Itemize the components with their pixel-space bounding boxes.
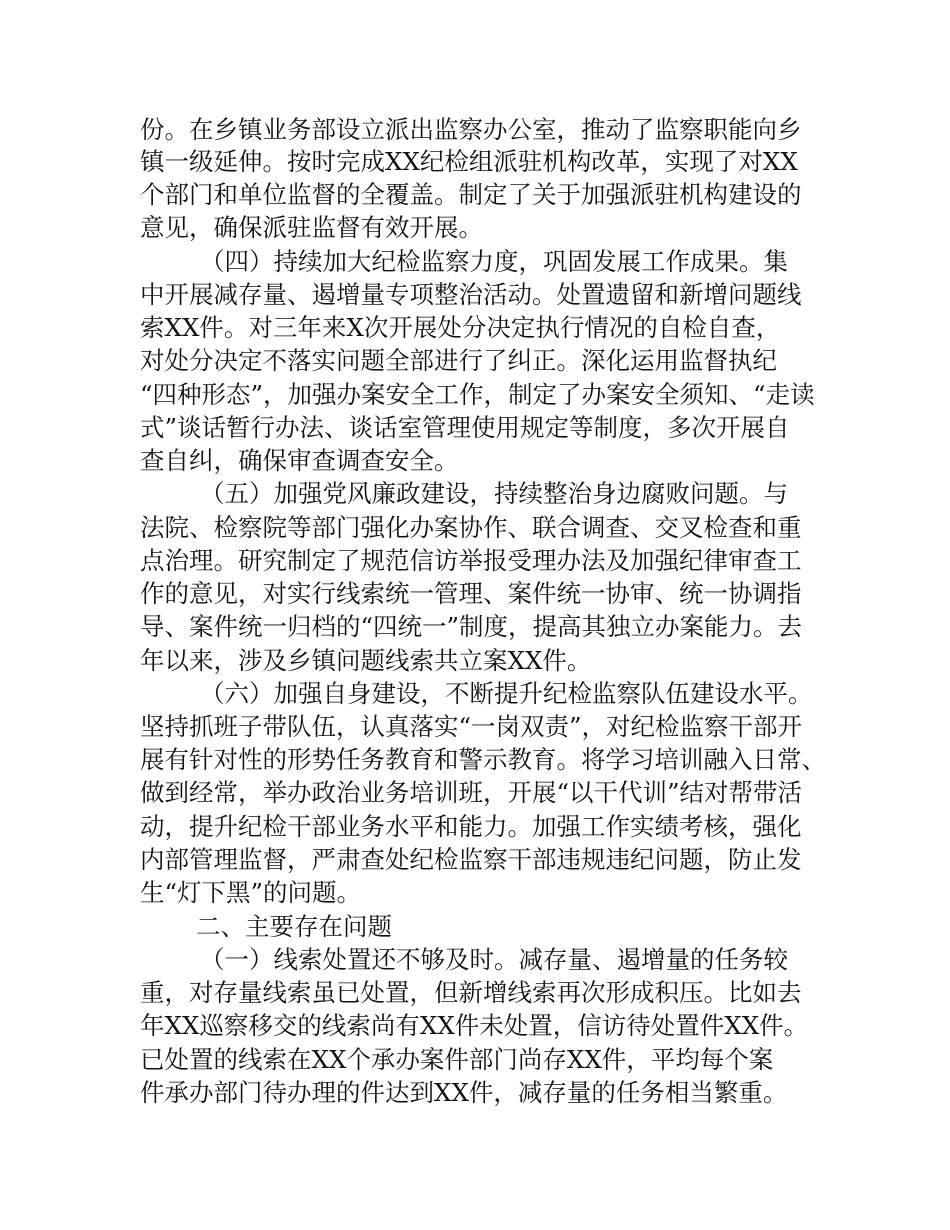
section-heading: 二、主要存在问题 xyxy=(196,912,392,941)
text-line: 年以来，涉及乡镇问题线索共立案XX件。 xyxy=(140,646,592,675)
text-line: 已处置的线索在XX个承办案件部门尚存XX件，平均每个案 xyxy=(140,1045,774,1074)
text-line: 法院、检察院等部门强化办案协作、联合调查、交叉检查和重 xyxy=(140,513,802,542)
text-line: 对处分决定不落实问题全部进行了纠正。深化运用监督执纪 xyxy=(140,346,777,375)
text-line: 件承办部门待办理的件达到XX件，减存量的任务相当繁重。 xyxy=(140,1078,788,1107)
text-line: 内部管理监督，严肃查处纪检监察干部违规违纪问题，防止发 xyxy=(140,845,802,874)
paragraph-heading: （四）持续加大纪检监察力度，巩固发展工作成果。集 xyxy=(200,247,788,276)
text-line: 点治理。研究制定了规范信访举报受理办法及加强纪律审查工 xyxy=(140,546,802,575)
text-line: 意见，确保派驻监督有效开展。 xyxy=(140,213,483,242)
paragraph-heading: （五）加强党风廉政建设，持续整治身边腐败问题。与 xyxy=(200,479,788,508)
text-line: 展有针对性的形势任务教育和警示教育。将学习培训融入日常、 xyxy=(140,745,826,774)
text-line: 生“灯下黑”的问题。 xyxy=(140,878,362,907)
text-line: 作的意见，对实行线索统一管理、案件统一协审、统一协调指 xyxy=(140,579,802,608)
text-line: 重，对存量线索虽已处置，但新增线索再次形成积压。比如去 xyxy=(140,978,802,1007)
text-line: 式”谈话暂行办法、谈话室管理使用规定等制度，多次开展自 xyxy=(140,413,790,442)
text-line: 坚持抓班子带队伍，认真落实“一岗双责”，对纪检监察干部开 xyxy=(140,712,803,741)
text-line: 中开展减存量、遏增量专项整治活动。处置遗留和新增问题线 xyxy=(140,280,802,309)
text-line: “四种形态”，加强办案安全工作，制定了办案安全须知、“走读 xyxy=(140,380,815,409)
text-line: 做到经常，举办政治业务培训班，开展“以干代训”结对帮带活 xyxy=(140,778,803,807)
text-line: 查自纠，确保审查调查安全。 xyxy=(140,446,459,475)
text-line: 索XX件。对三年来X次开展处分决定执行情况的自检自查， xyxy=(140,313,781,342)
text-line: 动，提升纪检干部业务水平和能力。加强工作实绩考核，强化 xyxy=(140,812,802,841)
paragraph-heading: （一）线索处置还不够及时。减存量、遏增量的任务较 xyxy=(200,945,788,974)
text-line: 导、案件统一归档的“四统一”制度，提高其独立办案能力。去 xyxy=(140,612,803,641)
text-line: 份。在乡镇业务部设立派出监察办公室，推动了监察职能向乡 xyxy=(140,115,802,144)
paragraph-heading: （六）加强自身建设，不断提升纪检监察队伍建设水平。 xyxy=(200,679,813,708)
text-line: 个部门和单位监督的全覆盖。制定了关于加强派驻机构建设的 xyxy=(140,180,802,209)
text-line: 年XX巡察移交的线索尚有XX件未处置，信访待处置件XX件。 xyxy=(140,1011,809,1040)
text-line: 镇一级延伸。按时完成XX纪检组派驻机构改革，实现了对XX xyxy=(140,147,798,176)
